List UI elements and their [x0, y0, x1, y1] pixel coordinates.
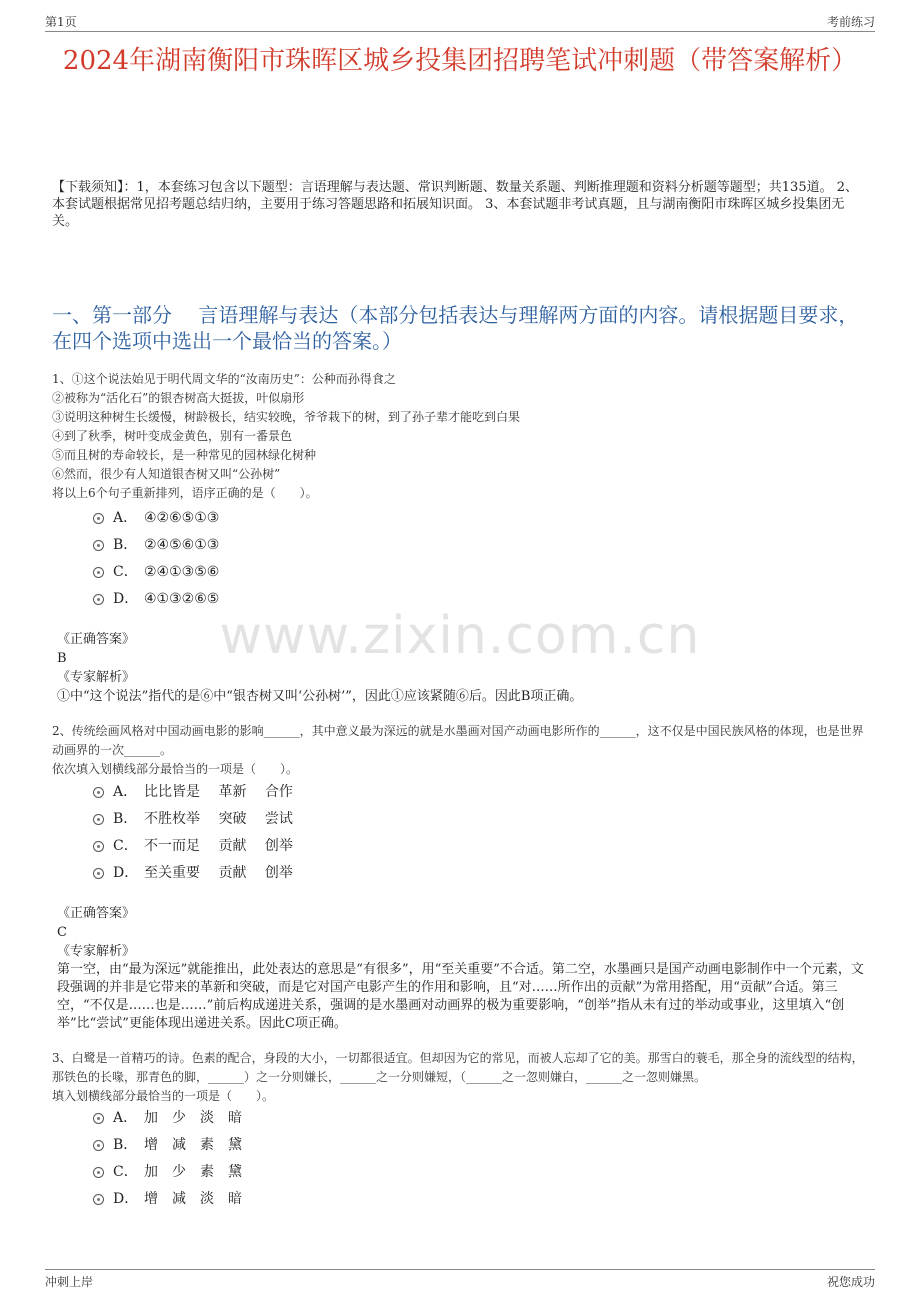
radio-icon[interactable] — [93, 594, 104, 605]
page-number: 第1页 — [45, 15, 77, 29]
radio-icon[interactable] — [93, 1113, 104, 1124]
radio-icon[interactable] — [93, 868, 104, 879]
option-text: ④①③②⑥⑤ — [144, 591, 220, 607]
page-footer — [45, 1269, 875, 1290]
option-text: 增 减 淡 暗 — [144, 1191, 242, 1207]
document-title: 2024年湖南衡阳市珠晖区城乡投集团招聘笔试冲刺题（带答案解析） — [62, 46, 858, 76]
question-line: 3、白鹭是一首精巧的诗。色素的配合，身段的大小，一切都很适宜。但却因为它的常见，而被人忘却了它的美。那雪白的蓑毛，那全身的流线型的结构，那铁色的长喙，那青色的脚，______）之一分则嫌长，______之一分则嫌短，（______之一忽则嫌白，______之一忽则嫌黑。 — [52, 1051, 864, 1084]
option-letter: C． — [113, 564, 138, 580]
header-tag: 考前练习 — [826, 15, 875, 29]
question-line: 依次填入划横线部分最恰当的一项是（ ）。 — [52, 762, 299, 776]
question-line: 将以上6个句子重新排列，语序正确的是（ ）。 — [52, 486, 318, 500]
footer-right-text: 祝您成功 — [826, 1275, 875, 1289]
q1-answer-label: 《正确答案》 — [57, 632, 136, 647]
option-text: 加 少 淡 暗 — [144, 1110, 242, 1126]
question-line: ④到了秋季，树叶变成金黄色，别有一番景色 — [52, 429, 293, 443]
question-line: 2、传统绘画风格对中国动画电影的影响______，其中意义最为深远的就是水墨画对国产动画电影所作的______，这不仅是中国民族风格的体现，也是世界动画界的一次______。 — [52, 724, 864, 757]
option-letter: C． — [113, 1164, 138, 1180]
radio-icon[interactable] — [93, 513, 104, 524]
question-line: 1、①这个说法始见于明代周文华的“汝南历史”：公种而孙得食之 — [52, 372, 396, 386]
q1-analysis: ①中“这个说法”指代的是⑥中“银杏树又叫‘公孙树’”，因此①应该紧随⑥后。因此B项正确。 — [57, 689, 583, 704]
option-letter: B． — [113, 811, 138, 827]
option-text: 不胜枚举 突破 尝试 — [144, 811, 293, 827]
q2-analysis: 第一空，由“最为深远”就能推出，此处表达的意思是“有很多”，用“至关重要”不合适。第二空，水墨画只是国产动画电影制作中一个元素，文段强调的并非是它带来的革新和突破，而是它对国产电影产生的作用和影响，且“对……所作出的贡献”为常用搭配，用“贡献”合适。第三空，“不仅是……也是……”前后构成递进关系，强调的是水墨画对动画界的极为重要影响，“创举”指从未有过的举动或事业，这里填入“创举”比“尝试”更能体现出递进关系。因此C项正确。 — [57, 962, 864, 1031]
q2-answer-label: 《正确答案》 — [57, 906, 136, 921]
radio-icon[interactable] — [93, 814, 104, 825]
radio-icon[interactable] — [93, 540, 104, 551]
option-letter: C． — [113, 838, 138, 854]
watermark: www.zixin.com.cn — [219, 606, 701, 666]
question-1-stem — [52, 370, 868, 503]
option-letter: B． — [113, 1137, 138, 1153]
option-text: 加 少 素 黛 — [144, 1164, 242, 1180]
option-letter: D． — [113, 1191, 139, 1207]
option-letter: D． — [113, 591, 139, 607]
question-line: ⑥然而，很少有人知道银杏树又叫“公孙树” — [52, 467, 281, 481]
option-text: ②④⑤⑥①③ — [144, 537, 220, 553]
option-text: ②④①③⑤⑥ — [144, 564, 220, 580]
option-text: ④②⑥⑤①③ — [144, 510, 220, 526]
question-line: 填入划横线部分最恰当的一项是（ ）。 — [52, 1089, 275, 1103]
footer-left-text: 冲刺上岸 — [45, 1275, 94, 1289]
radio-icon[interactable] — [93, 1194, 104, 1205]
option-text: 不一而足 贡献 创举 — [144, 838, 293, 854]
option-letter: A． — [113, 1110, 138, 1126]
page-header — [45, 13, 875, 32]
question-line: ⑤而且树的寿命较长，是一种常见的园林绿化树种 — [52, 448, 317, 462]
option-letter: A． — [113, 510, 138, 526]
option-text: 至关重要 贡献 创举 — [144, 865, 293, 881]
option-text: 增 减 素 黛 — [144, 1137, 242, 1153]
option-letter: D． — [113, 865, 139, 881]
q1-analysis-label: 《专家解析》 — [57, 670, 136, 685]
download-notice: 【下载须知】：1，本套练习包含以下题型：言语理解与表达题、常识判断题、数量关系题、判断推理题和资料分析题等题型；共135道。 2、本套试题根据常见招考题总结归纳，主要用于练习答题思路和拓展知识面。 3、本套试题非考试真题，且与湖南衡阳市珠晖区城乡投集团无关。 — [52, 180, 858, 229]
option-text: 比比皆是 革新 合作 — [144, 784, 293, 800]
q2-analysis-label: 《专家解析》 — [57, 944, 136, 959]
radio-icon[interactable] — [93, 567, 104, 578]
question-line: ③说明这种树生长缓慢，树龄极长，结实较晚，爷爷栽下的树，到了孙子辈才能吃到白果 — [52, 410, 521, 424]
section-heading: 一、第一部分 言语理解与表达（本部分包括表达与理解两方面的内容。请根据题目要求，在四个选项中选出一个最恰当的答案。） — [52, 303, 859, 353]
option-letter: B． — [113, 537, 138, 553]
question-2-stem — [52, 722, 868, 779]
radio-icon[interactable] — [93, 841, 104, 852]
radio-icon[interactable] — [93, 1167, 104, 1178]
radio-icon[interactable] — [93, 787, 104, 798]
q2-answer: C — [57, 925, 67, 940]
option-letter: A． — [113, 784, 138, 800]
radio-icon[interactable] — [93, 1140, 104, 1151]
q1-answer: B — [57, 651, 67, 666]
question-3-stem — [52, 1049, 868, 1106]
question-line: ②被称为“活化石”的银杏树高大挺拔，叶似扇形 — [52, 391, 305, 405]
